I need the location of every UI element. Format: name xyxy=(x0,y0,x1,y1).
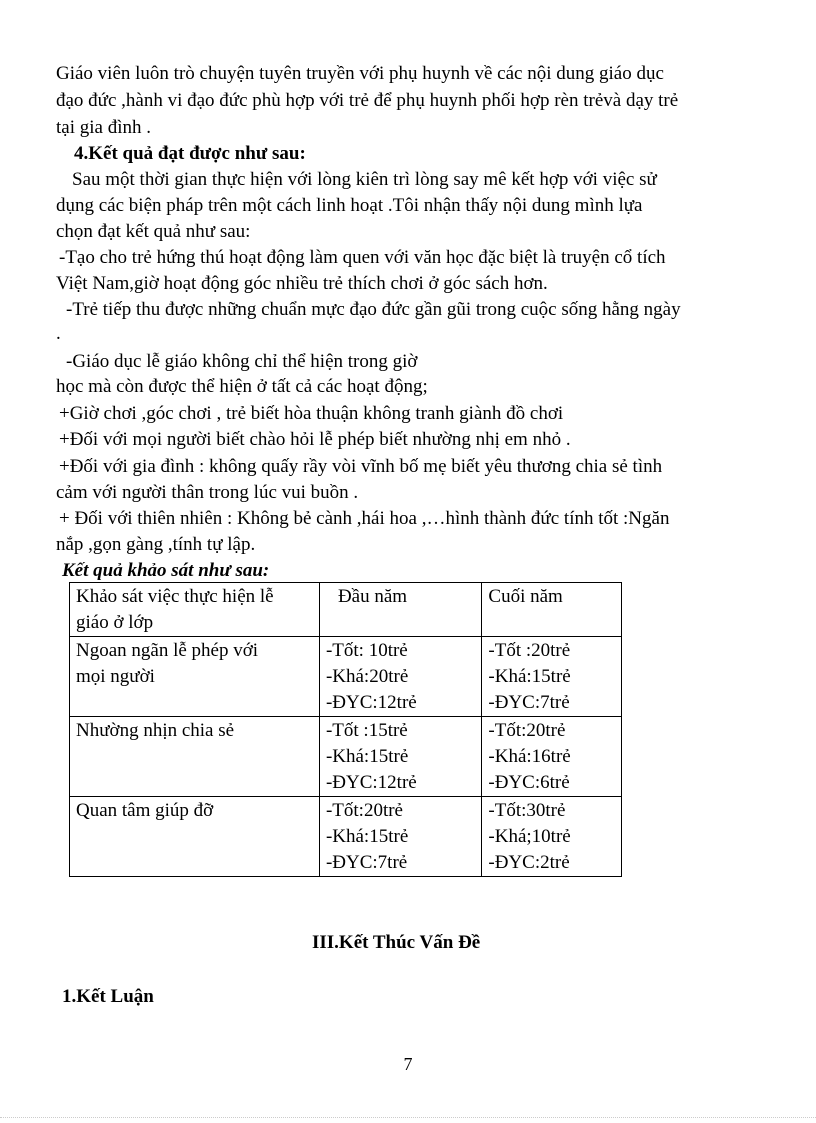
section-title: III.Kết Thúc Vấn Đề xyxy=(312,932,481,953)
cell-text: Ngoan ngãn lễ phép với xyxy=(76,640,259,661)
table-cell xyxy=(319,717,481,797)
table-cell xyxy=(70,797,320,877)
cell-text: Nhường nhịn chia sẻ xyxy=(76,720,235,741)
cell-text: -Khá:15trẻ xyxy=(325,746,409,767)
header-text: giáo ở lớp xyxy=(76,612,154,633)
table-header-cell xyxy=(70,583,320,637)
table-cell xyxy=(482,637,622,717)
subsection-title xyxy=(62,985,154,1009)
table-header-row xyxy=(70,583,622,637)
paragraph-line: đạo đức ,hành vi đạo đức phù hợp với trẻ để phụ huynh phối hợp rèn trẻvà dạy trẻ xyxy=(56,90,679,111)
paragraph-line: chọn đạt kết quả như sau: xyxy=(56,221,251,242)
paragraph-line: Sau một thời gian thực hiện với lòng kiên trì lòng say mê kết hợp với việc sử xyxy=(72,169,657,190)
paragraph-line: +Đối với gia đình : không quấy rầy vòi vĩnh bố mẹ biết yêu thương chia sẻ tình xyxy=(59,456,663,477)
cell-text: -ĐYC:12trẻ xyxy=(325,772,417,793)
table-cell xyxy=(70,717,320,797)
table-cell xyxy=(70,637,320,717)
survey-table xyxy=(69,582,622,877)
paragraph-line: +Giờ chơi ,góc chơi , trẻ biết hòa thuận không tranh giành đồ chơi xyxy=(59,403,564,424)
header-text: Đầu năm xyxy=(337,586,408,607)
cell-text: -Khá:15trẻ xyxy=(325,826,409,847)
cell-text: mọi người xyxy=(76,666,155,687)
cell-text: -Tốt :20trẻ xyxy=(488,640,571,661)
paragraph-line: Việt Nam,giờ hoạt động góc nhiều trẻ thích chơi ở góc sách hơn. xyxy=(56,273,548,294)
table-row xyxy=(70,717,622,797)
subsection-title-text: 1.Kết Luận xyxy=(62,986,154,1007)
page-number: 7 xyxy=(403,1054,413,1074)
cell-text: -ĐYC:2trẻ xyxy=(488,852,570,873)
cell-text: -Tốt: 10trẻ xyxy=(325,640,408,661)
table-row xyxy=(70,637,622,717)
header-text: Cuối năm xyxy=(488,586,563,607)
table-cell xyxy=(319,637,481,717)
cell-text: Quan tâm giúp đỡ xyxy=(76,800,214,821)
cell-text: -Tốt:30trẻ xyxy=(488,800,566,821)
table-header-cell xyxy=(319,583,481,637)
paragraph-line: -Trẻ tiếp thu được những chuẩn mực đạo đức gần gũi trong cuộc sống hằng ngày xyxy=(66,299,681,320)
paragraph-line: Giáo viên luôn trò chuyện tuyên truyền với phụ huynh về các nội dung giáo dục xyxy=(56,63,664,84)
results-heading: 4.Kết quả đạt được như sau: xyxy=(74,143,306,164)
table-cell xyxy=(482,797,622,877)
table-cell xyxy=(482,717,622,797)
header-text: Khảo sát việc thực hiện lễ xyxy=(76,586,274,607)
table-header-cell xyxy=(482,583,622,637)
paragraph-line: cảm với người thân trong lúc vui buồn . xyxy=(56,482,359,503)
table-row xyxy=(70,797,622,877)
paragraph-line: -Tạo cho trẻ hứng thú hoạt động làm quen với văn học đặc biệt là truyện cổ tích xyxy=(59,247,666,268)
paragraph-line: -Giáo dục lễ giáo không chỉ thể hiện trong giờ xyxy=(66,351,418,372)
cell-text: -Tốt:20trẻ xyxy=(325,800,403,821)
cell-text: -ĐYC:7trẻ xyxy=(325,852,408,873)
cell-text: -Tốt:20trẻ xyxy=(488,720,566,741)
cell-text: -Khá:16trẻ xyxy=(488,746,571,767)
paragraph-line: +Đối với mọi người biết chào hỏi lễ phép biết nhường nhị em nhỏ . xyxy=(59,429,571,450)
paragraph-line: . xyxy=(56,323,61,344)
page-bottom-divider xyxy=(0,1117,816,1118)
cell-text: -Khá;10trẻ xyxy=(488,826,571,847)
cell-text: -Tốt :15trẻ xyxy=(325,720,408,741)
cell-text: -ĐYC:6trẻ xyxy=(488,772,570,793)
cell-text: -ĐYC:7trẻ xyxy=(488,692,570,713)
paragraph-line: học mà còn được thể hiện ở tất cả các hoạt động; xyxy=(56,376,428,397)
cell-text: -ĐYC:12trẻ xyxy=(325,692,417,713)
survey-title: Kết quả khảo sát như sau: xyxy=(62,560,270,581)
paragraph-line: dụng các biện pháp trên một cách linh hoạt .Tôi nhận thấy nội dung mình lựa xyxy=(56,195,643,216)
paragraph-line: + Đối với thiên nhiên : Không bẻ cành ,hái hoa ,…hình thành đức tính tốt :Ngăn xyxy=(59,508,670,529)
paragraph-line: tại gia đình . xyxy=(56,117,151,138)
paragraph-line: nắp ,gọn gàng ,tính tự lập. xyxy=(56,534,256,555)
table-cell xyxy=(319,797,481,877)
cell-text: -Khá:15trẻ xyxy=(488,666,571,687)
cell-text: -Khá:20trẻ xyxy=(325,666,409,687)
